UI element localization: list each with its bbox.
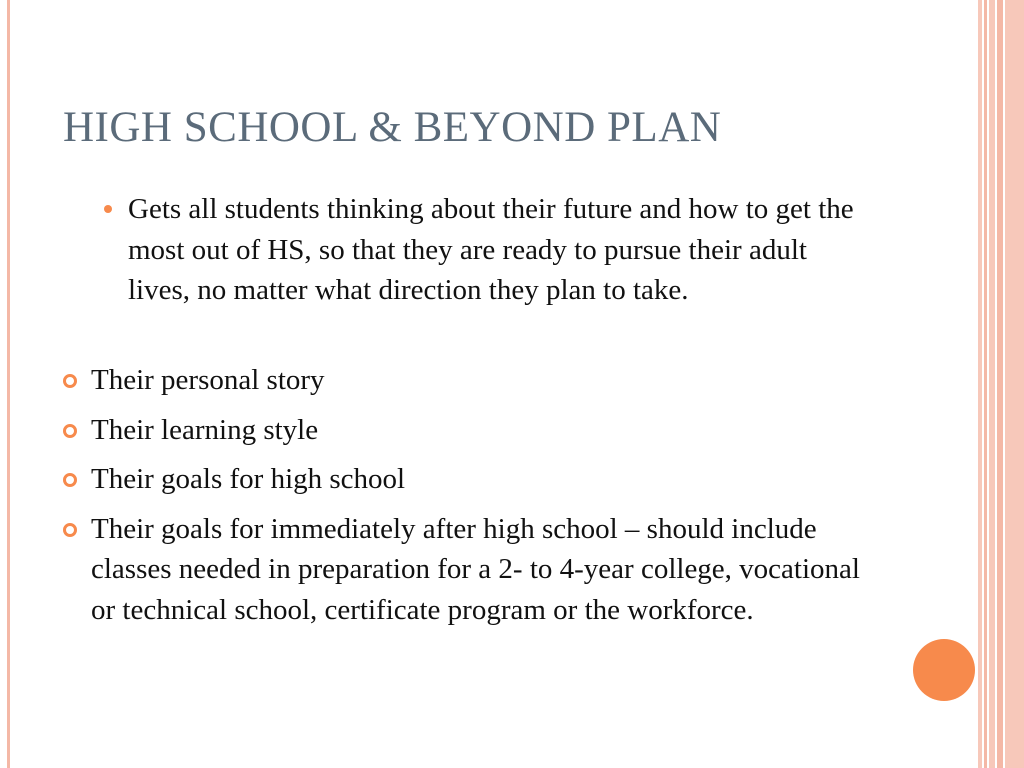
sub-bullet-item [104, 189, 864, 311]
list-item [63, 459, 923, 500]
slide-frame-right-stripe [989, 0, 995, 768]
bullet-text: Their goals for high school [91, 463, 406, 495]
list-item [63, 410, 923, 451]
bullet-ring-icon [63, 374, 77, 388]
slide-frame-right-stripe [984, 0, 987, 768]
decorative-orange-circle [913, 639, 975, 701]
slide-frame-right-stripe [997, 0, 1003, 768]
bullet-text: Their personal story [91, 364, 325, 396]
list-item [63, 509, 923, 631]
slide-frame-left-border [7, 0, 10, 768]
sub-bullet-text: Gets all students thinking about their future and how to get the most out of HS, so that they are ready to pursue their adult lives, no matter what direction they plan to take. [128, 193, 854, 306]
bullet-text: Their goals for immediately after high school – should include classes needed in preparation for a 2- to 4-year college, vocational or technical school, certificate program or the workforce. [91, 512, 860, 626]
bullet-list [63, 360, 923, 639]
list-item [63, 360, 923, 401]
bullet-ring-icon [63, 424, 77, 438]
slide-title: HIGH SCHOOL & BEYOND PLAN [63, 104, 722, 151]
bullet-ring-icon [63, 523, 77, 537]
slide-frame-right-stripe [978, 0, 982, 768]
bullet-text: Their learning style [91, 413, 319, 446]
bullet-ring-icon [63, 473, 77, 487]
slide-frame-right-stripe [1005, 0, 1024, 768]
bullet-dot-icon [104, 205, 112, 213]
